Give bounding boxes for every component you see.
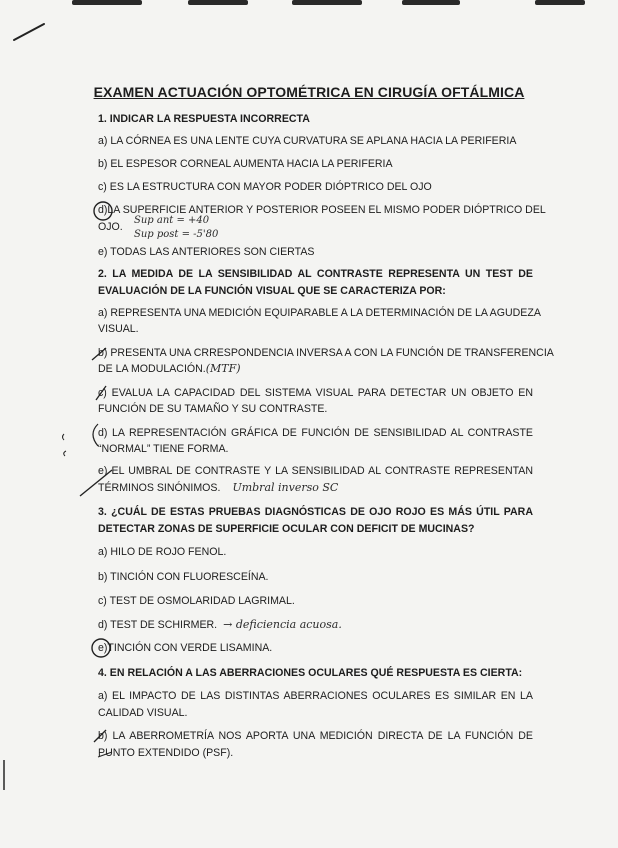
- q2-option-e-line2: [98, 481, 338, 495]
- q1-option-e: e) TODAS LAS ANTERIORES SON CIERTAS: [98, 246, 315, 258]
- corner-stroke-mark: [14, 24, 44, 40]
- q1-option-a: a) LA CÓRNEA ES UNA LENTE CUYA CURVATURA SE APLANA HACIA LA PERIFERIA: [98, 135, 517, 147]
- scan-top-marks: [0, 0, 618, 12]
- q4-option-a-line2: CALIDAD VISUAL.: [98, 707, 188, 719]
- q2-option-e-line1: e) EL UMBRAL DE CONTRASTE Y LA SENSIBILIDAD AL CONTRASTE REPRESENTAN: [98, 465, 533, 477]
- q2-option-a-line2: VISUAL.: [98, 323, 139, 335]
- q1-option-c: c) ES LA ESTRUCTURA CON MAYOR PODER DIÓPTRICO DEL OJO: [98, 181, 432, 193]
- q2-heading-line1: 2. LA MEDIDA DE LA SENSIBILIDAD AL CONTRASTE REPRESENTA UN TEST DE: [98, 268, 533, 280]
- q1-heading: 1. INDICAR LA RESPUESTA INCORRECTA: [98, 113, 310, 125]
- q2-option-d-line2: “NORMAL” TIENE FORMA.: [98, 443, 229, 455]
- q2-option-c-line1: c) EVALUA LA CAPACIDAD DEL SISTEMA VISUAL PARA DETECTAR UN OBJETO EN: [98, 387, 533, 399]
- q3-option-d-handwritten: → deficiencia acuosa.: [223, 618, 342, 631]
- q2-option-c-line2: FUNCIÓN DE SU TAMAÑO Y SU CONTRASTE.: [98, 403, 328, 415]
- q2-option-e-text: TÉRMINOS SINÓNIMOS.: [98, 482, 221, 494]
- q2-option-b-text: DE LA MODULACIÓN.: [98, 363, 206, 375]
- q2-option-b-line1: b) PRESENTA UNA CRRESPONDENCIA INVERSA A CON LA FUNCIÓN DE TRANSFERENCIA: [98, 347, 554, 359]
- q1-option-b: b) EL ESPESOR CORNEAL AUMENTA HACIA LA PERIFERIA: [98, 158, 393, 170]
- q2-d-side-mark-2: [64, 451, 66, 456]
- q2-option-e-handwritten: Umbral inverso SC: [232, 481, 339, 494]
- q1-handwritten-note-1: Sup ant = +40: [134, 215, 210, 226]
- q3-option-d: [98, 618, 342, 632]
- q3-option-c: c) TEST DE OSMOLARIDAD LAGRIMAL.: [98, 595, 295, 607]
- q3-option-d-text: d) TEST DE SCHIRMER.: [98, 619, 218, 631]
- q2-d-side-mark-1: [63, 434, 65, 440]
- q3-option-e: e)TINCIÓN CON VERDE LISAMINA.: [98, 642, 273, 654]
- q4-option-b-line1: b) LA ABERROMETRÍA NOS APORTA UNA MEDICIÓN DIRECTA DE LA FUNCIÓN DE: [98, 730, 533, 742]
- q3-heading-line1: 3. ¿CUÁL DE ESTAS PRUEBAS DIAGNÓSTICAS DE OJO ROJO ES MÁS ÚTIL PARA: [98, 506, 533, 518]
- q4-option-b-line2: PUNTO EXTENDIDO (PSF).: [98, 747, 234, 759]
- q2-option-a-line1: a) REPRESENTA UNA MEDICIÓN EQUIPARABLE A LA DETERMINACIÓN DE LA AGUDEZA: [98, 307, 541, 319]
- q2-option-b-line2: [98, 362, 241, 376]
- q2-heading-line2: EVALUACIÓN DE LA FUNCIÓN VISUAL QUE SE CARACTERIZA POR:: [98, 285, 446, 297]
- q4-option-a-line1: a) EL IMPACTO DE LAS DISTINTAS ABERRACIONES OCULARES ES SIMILAR EN LA: [98, 690, 533, 702]
- q2-option-d-line1: d) LA REPRESENTACIÓN GRÁFICA DE FUNCIÓN DE SENSIBILIDAD AL CONTRASTE: [98, 427, 533, 439]
- q3-heading-line2: DETECTAR ZONAS DE SUPERFICIE OCULAR CON DEFICIT DE MUCINAS?: [98, 523, 475, 535]
- q1-handwritten-note-2: Sup post = -5'80: [134, 229, 219, 240]
- q3-option-b: b) TINCIÓN CON FLUORESCEÍNA.: [98, 571, 269, 583]
- q1-option-d-line2: OJO.: [98, 221, 123, 233]
- q3-option-a: a) HILO DE ROJO FENOL.: [98, 546, 227, 558]
- q4-heading: 4. EN RELACIÓN A LAS ABERRACIONES OCULARES QUÉ RESPUESTA ES CIERTA:: [98, 667, 523, 679]
- exam-title: EXAMEN ACTUACIÓN OPTOMÉTRICA EN CIRUGÍA OFTÁLMICA: [93, 84, 525, 100]
- q1-option-d-line1: d)LA SUPERFICIE ANTERIOR Y POSTERIOR POSEEN EL MISMO PODER DIÓPTRICO DEL: [98, 204, 546, 216]
- q2-option-b-handwritten: (MTF): [205, 362, 241, 375]
